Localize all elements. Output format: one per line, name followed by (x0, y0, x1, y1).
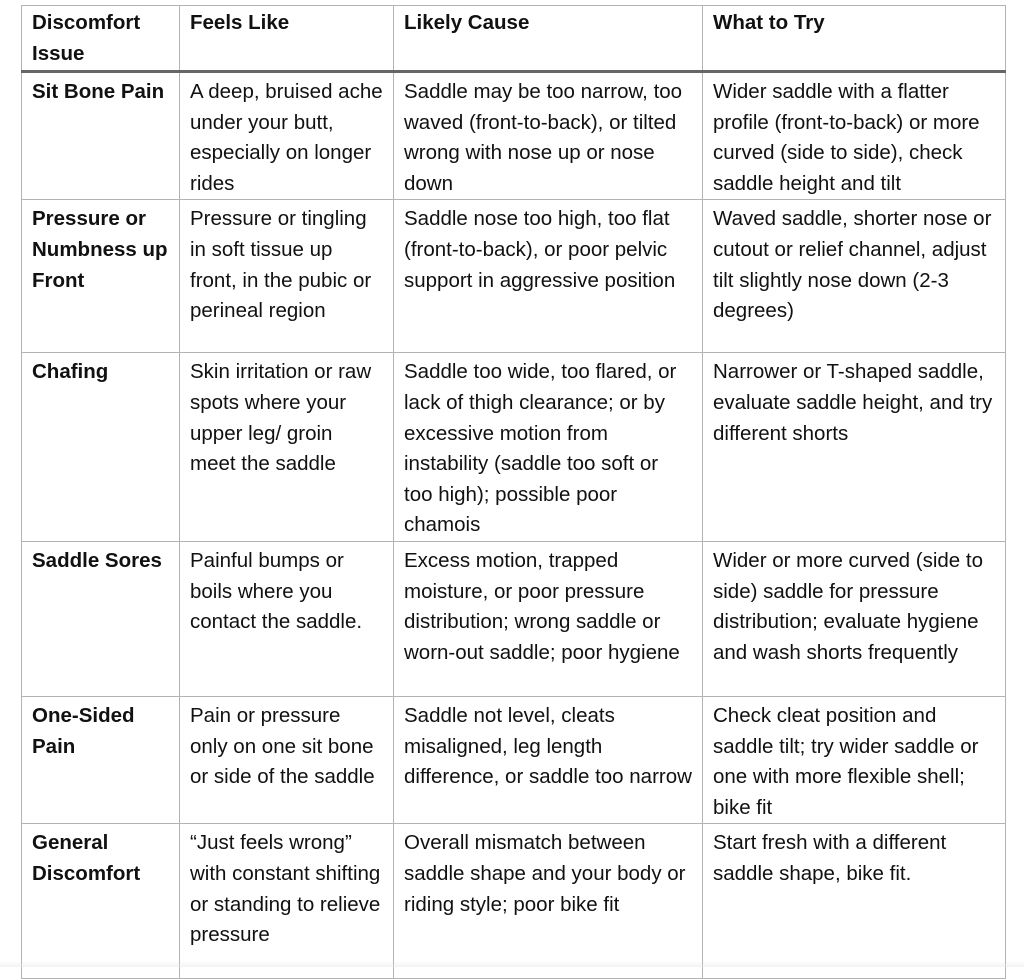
feels-like-cell: Pain or pressure only on one sit bone or side of the saddle (180, 696, 394, 823)
table-body (22, 72, 1006, 979)
table-row (22, 541, 1006, 696)
what-to-try-cell: Narrower or T-shaped saddle, evaluate saddle height, and try different shorts (703, 353, 1006, 542)
what-to-try-cell: Wider saddle with a flatter profile (front-to-back) or more curved (side to side), check saddle height and tilt (703, 72, 1006, 200)
likely-cause-cell: Saddle not level, cleats misaligned, leg length difference, or saddle too narrow (394, 696, 703, 823)
feels-like-cell: Skin irritation or raw spots where your upper leg/ groin meet the saddle (180, 353, 394, 542)
feels-like-cell: Painful bumps or boils where you contact the saddle. (180, 541, 394, 696)
what-to-try-cell: Check cleat position and saddle tilt; try wider saddle or one with more flexible shell; bike fit (703, 696, 1006, 823)
saddle-discomfort-table (21, 5, 1006, 979)
header-discomfort-issue: Discomfort Issue (22, 6, 180, 72)
table-row (22, 696, 1006, 823)
issue-cell: Saddle Sores (22, 541, 180, 696)
what-to-try-cell: Wider or more curved (side to side) saddle for pressure distribution; evaluate hygiene and wash shorts frequently (703, 541, 1006, 696)
feels-like-cell: Pressure or tingling in soft tissue up front, in the pubic or perineal region (180, 200, 394, 353)
likely-cause-cell: Overall mismatch between saddle shape and your body or riding style; poor bike fit (394, 824, 703, 979)
feels-like-cell: “Just feels wrong” with constant shifting or standing to relieve pressure (180, 824, 394, 979)
table-row (22, 72, 1006, 200)
what-to-try-cell: Waved saddle, shorter nose or cutout or relief channel, adjust tilt slightly nose down (2-3 degrees) (703, 200, 1006, 353)
issue-cell: Sit Bone Pain (22, 72, 180, 200)
issue-cell: Pressure or Numbness up Front (22, 200, 180, 353)
likely-cause-cell: Saddle too wide, too flared, or lack of thigh clearance; or by excessive motion from instability (saddle too soft or too high); possible poor chamois (394, 353, 703, 542)
likely-cause-cell: Excess motion, trapped moisture, or poor pressure distribution; wrong saddle or worn-out saddle; poor hygiene (394, 541, 703, 696)
header-what-to-try: What to Try (703, 6, 1006, 72)
issue-cell: Chafing (22, 353, 180, 542)
header-feels-like: Feels Like (180, 6, 394, 72)
feels-like-cell: A deep, bruised ache under your butt, especially on longer rides (180, 72, 394, 200)
table-header (22, 6, 1006, 72)
header-row (22, 6, 1006, 72)
table-row (22, 824, 1006, 979)
likely-cause-cell: Saddle may be too narrow, too waved (front-to-back), or tilted wrong with nose up or nose down (394, 72, 703, 200)
table-row (22, 353, 1006, 542)
issue-cell: General Discomfort (22, 824, 180, 979)
header-likely-cause: Likely Cause (394, 6, 703, 72)
issue-cell: One-Sided Pain (22, 696, 180, 823)
table-row (22, 200, 1006, 353)
what-to-try-cell: Start fresh with a different saddle shape, bike fit. (703, 824, 1006, 979)
likely-cause-cell: Saddle nose too high, too flat (front-to-back), or poor pelvic support in aggressive position (394, 200, 703, 353)
